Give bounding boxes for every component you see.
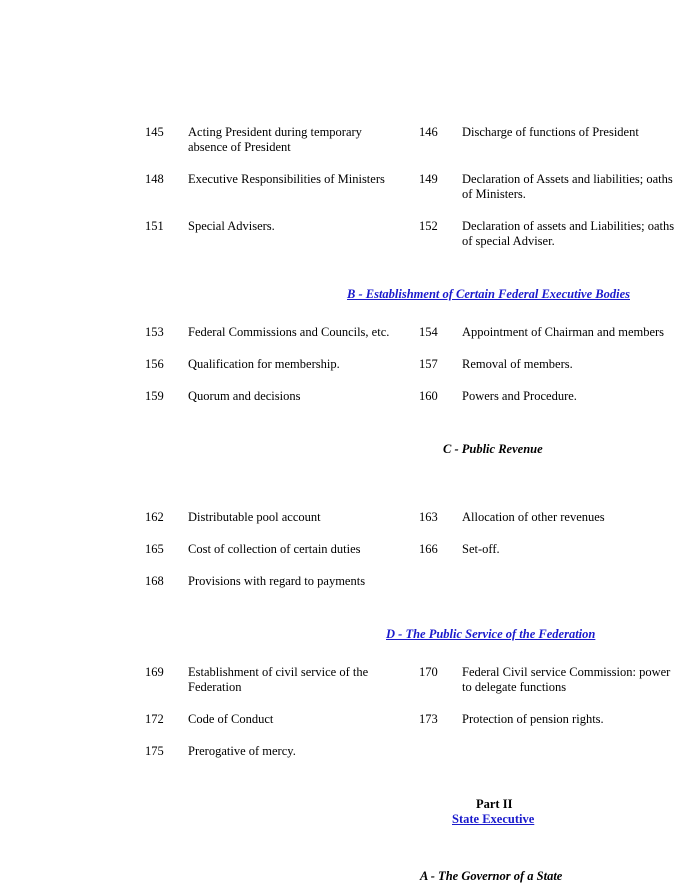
section-number: 146: [419, 125, 438, 139]
section-title: Removal of members.: [462, 357, 573, 371]
section-title: Code of Conduct: [188, 712, 274, 726]
section-number: 153: [145, 325, 164, 339]
section-title: Protection of pension rights.: [462, 712, 604, 726]
heading-a: A - The Governor of a State: [420, 869, 563, 883]
section-number: 154: [419, 325, 438, 339]
section-number: 145: [145, 125, 164, 139]
section-title: Declaration of assets and Liabilities; oaths of special Adviser.: [462, 219, 675, 248]
section-number: 168: [145, 574, 164, 588]
section-number: 151: [145, 219, 164, 233]
part-number: Part II: [476, 797, 513, 811]
section-title: Federal Commissions and Councils, etc.: [188, 325, 390, 339]
section-title: Appointment of Chairman and members: [462, 325, 665, 339]
section-title: Prerogative of mercy.: [188, 744, 296, 758]
section-title: Establishment of civil service of the Federation: [188, 665, 369, 694]
section-title: Executive Responsibilities of Ministers: [188, 172, 385, 186]
section-title: Special Advisers.: [188, 219, 275, 233]
section-number: 165: [145, 542, 164, 556]
section-number: 156: [145, 357, 164, 371]
section-title: Allocation of other revenues: [462, 510, 605, 524]
section-title: Powers and Procedure.: [462, 389, 577, 403]
section-number: 166: [419, 542, 438, 556]
heading-c: C - Public Revenue: [443, 442, 543, 456]
section-title: Federal Civil service Commission: power to delegate functions: [462, 665, 671, 694]
section-number: 148: [145, 172, 164, 186]
section-number: 152: [419, 219, 438, 233]
section-number: 169: [145, 665, 164, 679]
section-number: 172: [145, 712, 164, 726]
section-number: 170: [419, 665, 438, 679]
section-number: 173: [419, 712, 438, 726]
section-title: Declaration of Assets and liabilities; oaths of Ministers.: [462, 172, 673, 201]
section-number: 162: [145, 510, 164, 524]
section-title: Quorum and decisions: [188, 389, 301, 403]
section-number: 163: [419, 510, 438, 524]
section-number: 157: [419, 357, 438, 371]
section-number: 175: [145, 744, 164, 758]
section-number: 149: [419, 172, 438, 186]
section-title: Set-off.: [462, 542, 500, 556]
section-title: Qualification for membership.: [188, 357, 340, 371]
section-title: Acting President during temporary absence of President: [188, 125, 362, 154]
section-title: Discharge of functions of President: [462, 125, 639, 139]
section-title: Cost of collection of certain duties: [188, 542, 361, 556]
section-number: 159: [145, 389, 164, 403]
section-number: 160: [419, 389, 438, 403]
heading-b-link[interactable]: B - Establishment of Certain Federal Executive Bodies: [347, 287, 630, 301]
part-title-link[interactable]: State Executive: [452, 812, 535, 826]
heading-d-link[interactable]: D - The Public Service of the Federation: [386, 627, 596, 641]
section-title: Provisions with regard to payments: [188, 574, 366, 588]
section-title: Distributable pool account: [188, 510, 321, 524]
